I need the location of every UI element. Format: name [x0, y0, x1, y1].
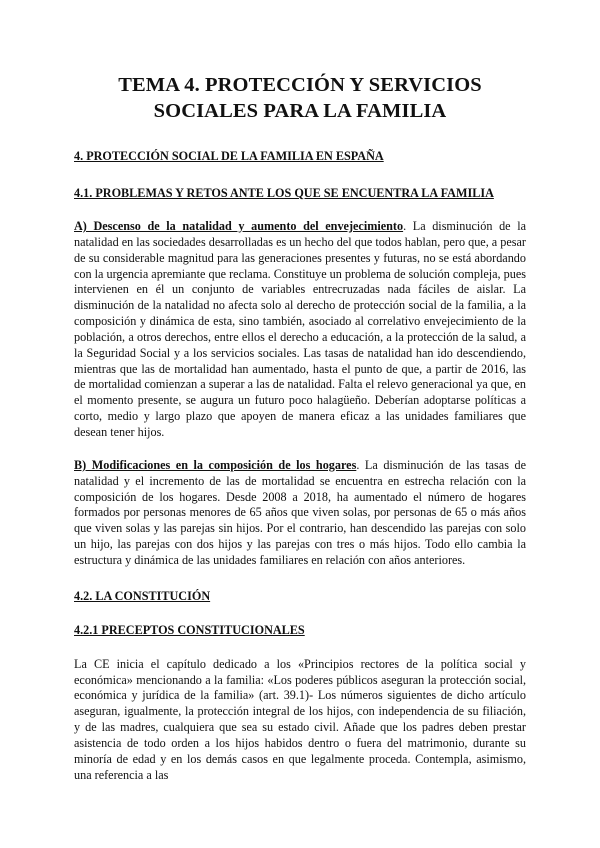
paragraph-preceptos: La CE inicia el capítulo dedicado a los «Principios rectores de la política social y económica» mencionando a la familia: «Los poderes públicos aseguran la protección social, económica y jurídica de la familia» (art. 39.1)- Los números siguientes de dicho artículo aseguran, igualmente, la protección integral de los hijos, con independencia de su filiación, y de las madres, cualquiera que sea su estado civil. Añade que los padres deben prestar asistencia de todo orden a los hijos habidos dentro o fuera del matrimonio, durante su minoría de edad y en los demás casos en que legalmente proceda. Contempla, asimismo, una referencia a las [74, 656, 526, 782]
paragraph-hogares-lead: B) Modificaciones en la composición de los hogares [74, 457, 357, 472]
document-title-line-1: TEMA 4. PROTECCIÓN Y SERVICIOS [118, 74, 482, 96]
document-page [74, 72, 526, 783]
document-title-line-2: SOCIALES PARA LA FAMILIA [153, 100, 447, 122]
section-4-2-heading: 4.2. LA CONSTITUCIÓN [74, 588, 211, 603]
paragraph-hogares-text: . La disminución de las tasas de natalidad y el incremento de las de mortalidad se encuentra en estrecha relación con la composición de los hogares. Desde 2008 a 2018, ha aumentado el número de hogares formados por personas menores de 65 años que viven solas, por personas de 65 o más años que viven solas y las parejas sin hijos. Por el contrario, han descendido las parejas con solo un hijo, las parejas con dos hijos y las parejas con tres o más hijos. Todo ello cambia la estructura y dinámica de las unidades familiares en relación con años anteriores. [74, 457, 526, 567]
paragraph-natalidad-text: . La disminución de la natalidad en las sociedades desarrolladas es un hecho del que todos hablan, pero que, a pesar de su considerable magnitud para las generaciones presentes y futuras, no se está abordando con la urgencia apremiante que reclama. Constituye un problema de solución compleja, pues intervienen en él un conjunto de variables entrecruzadas nada fáciles de aislar. La disminución de la natalidad no afecta solo al derecho de protección social de la familia, a la composición y dinámica de esta, sino también, asociado al correlativo envejecimiento de la población, a otros derechos, entre ellos el derecho a educación, a la protección de la salud, a la Seguridad Social y a los servicios sociales. Las tasas de natalidad han ido descendiendo, mientras que las de mortalidad han aumentado, hasta el punto de que, a partir de 2016, las de mortalidad comienzan a superar a las de natalidad. Falta el relevo generacional ya que, en el momento presente, se augura un futuro poco halagüeño. Deberían adoptarse políticas a corto, medio y largo plazo que apoyen de manera eficaz a las unidades familiares que desean tener hijos. [74, 219, 526, 439]
paragraph-natalidad-lead: A) Descenso de la natalidad y aumento del envejecimiento [74, 219, 404, 233]
paragraph-hogares [74, 458, 526, 569]
section-4-1-heading: 4.1. PROBLEMAS Y RETOS ANTE LOS QUE SE ENCUENTRA LA FAMILIA [74, 186, 494, 200]
paragraph-natalidad [74, 219, 526, 441]
document-title [74, 72, 526, 124]
section-4-2-1-heading: 4.2.1 PRECEPTOS CONSTITUCIONALES [74, 622, 305, 637]
section-4-heading: 4. PROTECCIÓN SOCIAL DE LA FAMILIA EN ESPAÑA [74, 149, 384, 163]
